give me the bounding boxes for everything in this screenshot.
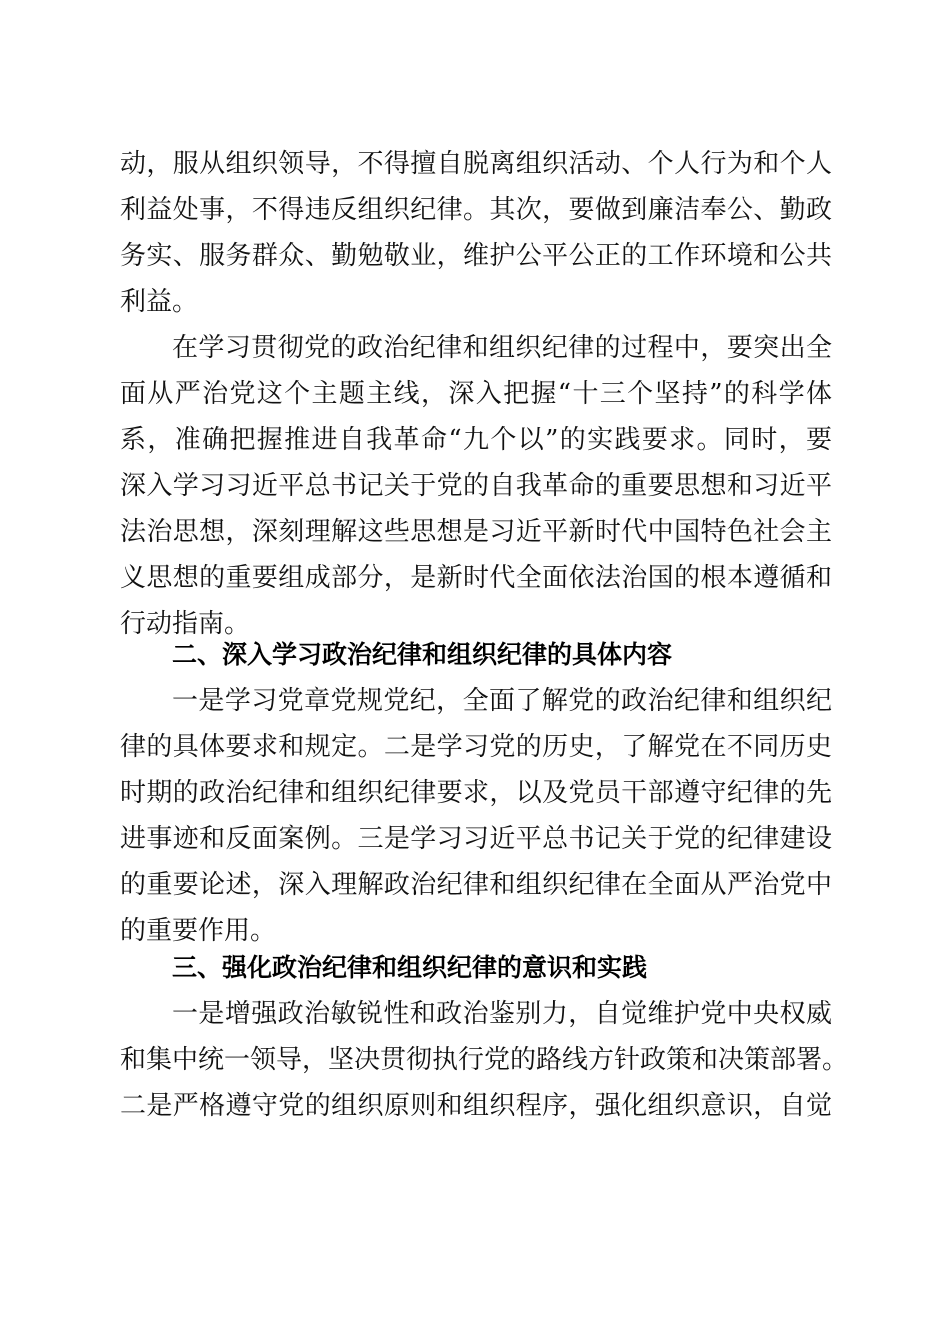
paragraph-line: 一是学习党章党规党纪，全面了解党的政治纪律和组织纪 (172, 686, 832, 716)
paragraph-line: 一是增强政治敏锐性和政治鉴别力，自觉维护党中央权威 (172, 999, 832, 1029)
paragraph-line: 和集中统一领导，坚决贯彻执行党的路线方针政策和决策部署。 (120, 1045, 849, 1075)
paragraph-line: 行动指南。 (120, 609, 251, 639)
paragraph-line: 务实、服务群众、勤勉敬业，维护公平公正的工作环境和公共 (120, 241, 832, 271)
paragraph-line: 的重要作用。 (120, 916, 277, 946)
paragraph-line: 的重要论述，深入理解政治纪律和组织纪律在全面从严治党中 (120, 870, 832, 900)
paragraph-line: 律的具体要求和规定。二是学习党的历史，了解党在不同历史 (120, 732, 832, 762)
paragraph-line: 时期的政治纪律和组织纪律要求，以及党员干部遵守纪律的先 (120, 778, 832, 808)
paragraph-line: 动，服从组织领导，不得擅自脱离组织活动、个人行为和个人 (120, 149, 832, 179)
paragraph-line: 法治思想，深刻理解这些思想是习近平新时代中国特色社会主 (120, 517, 832, 547)
paragraph-line: 利益处事，不得违反组织纪律。其次，要做到廉洁奉公、勤政 (120, 195, 832, 225)
paragraph-line: 利益。 (120, 287, 199, 317)
paragraph-line: 二是严格遵守党的组织原则和组织程序，强化组织意识，自觉 (120, 1091, 832, 1121)
paragraph-line: 在学习贯彻党的政治纪律和组织纪律的过程中，要突出全 (172, 333, 832, 363)
section-heading: 二、深入学习政治纪律和组织纪律的具体内容 (172, 640, 673, 669)
paragraph-line: 系，准确把握推进自我革命“九个以”的实践要求。同时，要 (120, 425, 832, 455)
paragraph-line: 面从严治党这个主题主线，深入把握“十三个坚持”的科学体 (120, 379, 832, 409)
section-heading: 三、强化政治纪律和组织纪律的意识和实践 (172, 953, 648, 982)
paragraph-line: 深入学习习近平总书记关于党的自我革命的重要思想和习近平 (120, 471, 832, 501)
paragraph-line: 义思想的重要组成部分，是新时代全面依法治国的根本遵循和 (120, 563, 832, 593)
paragraph-line: 进事迹和反面案例。三是学习习近平总书记关于党的纪律建设 (120, 824, 832, 854)
